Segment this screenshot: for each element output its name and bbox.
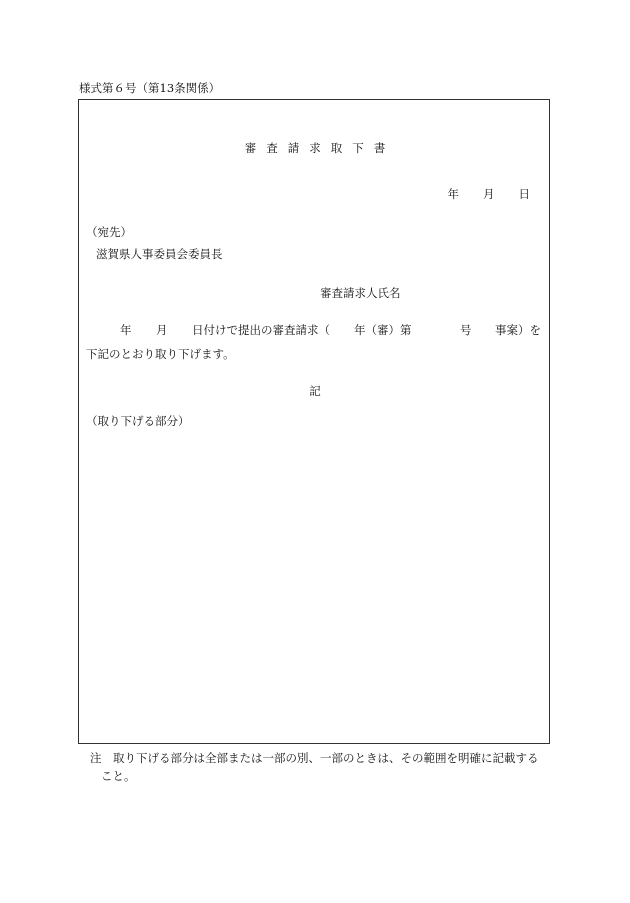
form-number-label: 様式第６号（第13条関係） xyxy=(79,81,221,95)
addressee-label: （宛先） xyxy=(86,225,132,239)
date-month: 月 xyxy=(483,187,495,201)
ki-heading: 記 xyxy=(309,384,321,398)
withdrawn-part-label: （取り下げる部分） xyxy=(86,414,190,428)
body-case-year: 年（審）第 xyxy=(354,323,412,337)
body-number: 号 xyxy=(460,323,472,337)
body-year: 年 xyxy=(120,323,132,337)
date-line xyxy=(448,186,531,202)
requester-name-label: 審査請求人氏名 xyxy=(320,286,401,300)
body-line-2: 下記のとおり取り下げます。 xyxy=(86,347,235,361)
note-line-1: 注 取り下げる部分は全部または一部の別、一部のときは、その範囲を明確に記載する xyxy=(90,751,539,765)
date-day: 日 xyxy=(518,187,530,201)
body-day-text: 日付けで提出の審査請求（ xyxy=(192,323,330,337)
body-case-end: 事案）を xyxy=(495,323,541,337)
date-year: 年 xyxy=(447,187,459,201)
body-month: 月 xyxy=(156,323,168,337)
addressee: 滋賀県人事委員会委員長 xyxy=(96,247,223,261)
note-line-2: こと。 xyxy=(101,769,136,783)
document-title: 審査請求取下書 xyxy=(244,141,396,155)
